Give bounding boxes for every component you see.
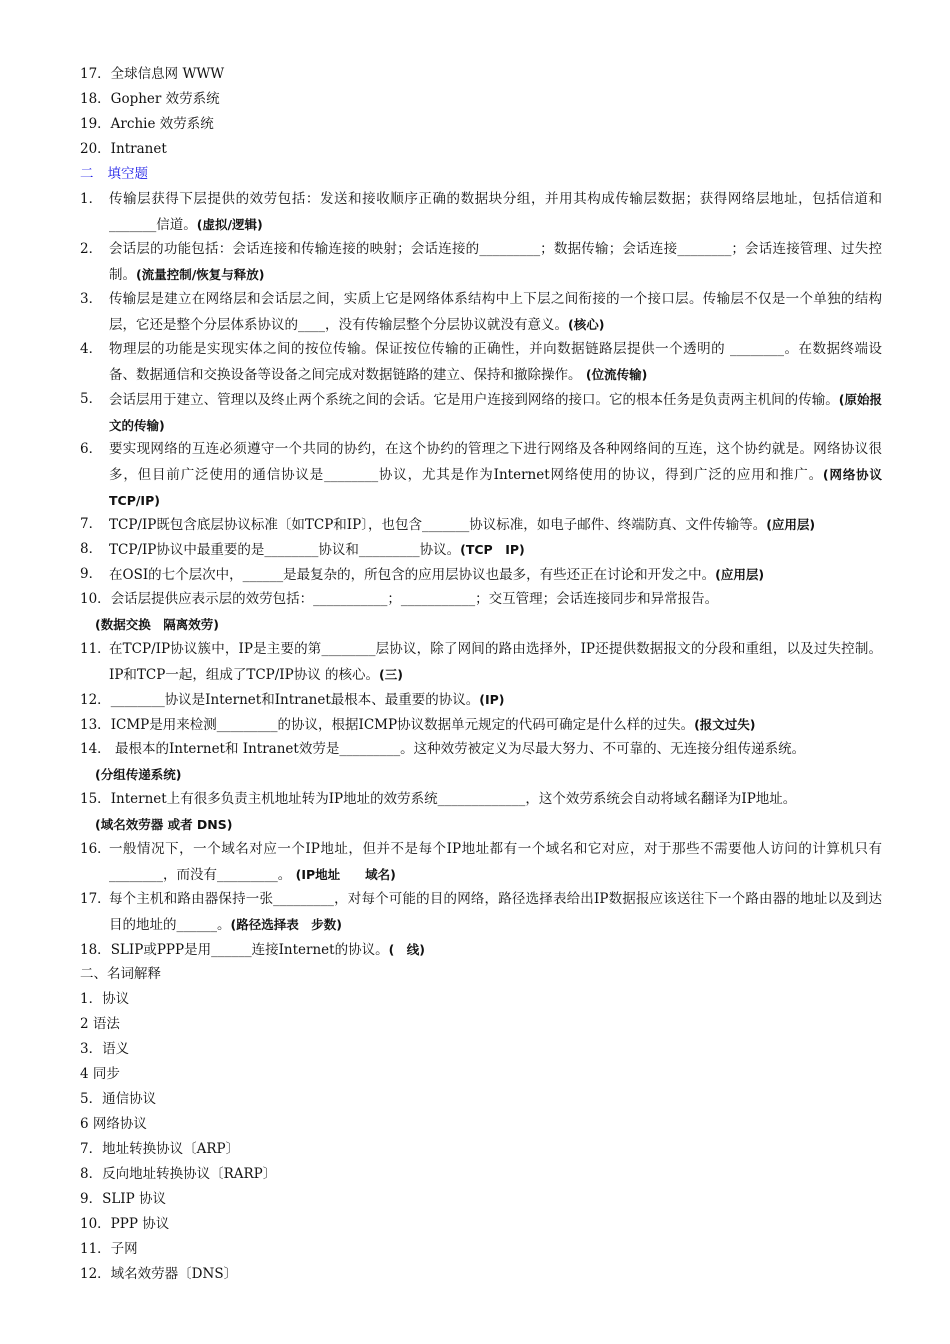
section-heading-fill-in <box>80 162 882 187</box>
term-item: 2 语法 <box>80 1016 120 1032</box>
question-number: 4． <box>80 341 103 357</box>
question-number: 12． <box>80 692 111 708</box>
answer: (IP地址 域名) <box>291 867 396 882</box>
question-number: 6． <box>80 441 103 457</box>
question-number: 1． <box>80 191 103 207</box>
term-item: 4 同步 <box>80 1066 120 1082</box>
question-18 <box>80 937 882 963</box>
list-item: 17．全球信息网 WWW <box>80 66 225 82</box>
question-9 <box>80 562 882 588</box>
question-text: TCP/IP协议中最重要的是________协议和_________协议。 <box>109 542 461 558</box>
question-number: 9． <box>80 566 103 582</box>
term-item: 3．语义 <box>80 1041 130 1057</box>
question-number: 14． <box>80 741 111 757</box>
answer: (IP) <box>479 692 505 707</box>
list-item: 19．Archie 效劳系统 <box>80 116 214 132</box>
question-14 <box>80 737 882 762</box>
question-number: 15． <box>80 791 111 807</box>
list-item: 18．Gopher 效劳系统 <box>80 91 220 107</box>
question-15 <box>80 787 882 812</box>
question-6 <box>80 437 895 514</box>
question-text: 在OSI的七个层次中，______是最复杂的，所包含的应用层协议也最多，有些还正在讨论和开发之中。 <box>109 567 716 583</box>
section-number: 二 <box>80 166 94 182</box>
question-7 <box>80 512 882 538</box>
question-text: SLIP或PPP是用______连接Internet的协议。 <box>110 942 389 958</box>
question-17 <box>80 887 882 938</box>
question-number: 8． <box>80 541 103 557</box>
question-number: 3． <box>80 291 103 307</box>
answer: (TCP IP) <box>460 542 525 557</box>
answer: (数据交换 隔离效劳) <box>95 617 219 632</box>
answer: (应用层) <box>766 517 816 532</box>
term-item: 6 网络协议 <box>80 1116 147 1132</box>
question-text: 最根本的Internet和 Intranet效劳是_________。这种效劳被定义为尽最大努力、不可靠的、无连接分组传递系统。 <box>110 741 806 757</box>
answer: (应用层) <box>715 567 765 582</box>
answer: (路径选择表 步数) <box>230 917 342 932</box>
question-number: 18． <box>80 942 111 958</box>
term-item: 11．子网 <box>80 1241 138 1257</box>
question-text: 会话层用于建立、管理以及终止两个系统之间的会话。它是用户连接到网络的接口。它的根本任务是负责两主机间的传输。 <box>109 392 839 408</box>
answer: (网络协议 TCP/IP) <box>109 467 895 508</box>
answer: (报文过失) <box>694 717 756 732</box>
term-item: 9．SLIP 协议 <box>80 1191 167 1207</box>
section-title: 填空题 <box>107 166 148 182</box>
question-text: ________协议是Internet和Intranet最根本、最重要的协议。 <box>110 692 480 708</box>
question-text: ICMP是用来检测_________的协议，根据ICMP协议数据单元规定的代码可确定是什么样的过失。 <box>110 717 695 733</box>
question-number: 11． <box>80 641 111 657</box>
question-10 <box>80 587 882 612</box>
question-text: 传输层获得下层提供的效劳包括：发送和接收顺序正确的数据块分组，并用其构成传输层数据；获得网络层地址，包括信道和_______信道。 <box>109 191 882 233</box>
question-text: 每个主机和路由器保持一张_________，对每个可能的目的网络，路径选择表给出IP数据报应该送往下一个路由器的地址以及到达目的地址的______。 <box>109 891 882 933</box>
answer: (位流传输) <box>581 367 648 382</box>
question-number: 13． <box>80 717 111 733</box>
question-number: 17． <box>80 891 111 907</box>
question-16 <box>80 837 882 888</box>
question-number: 16． <box>80 841 111 857</box>
answer: (虚拟/逻辑) <box>196 217 263 232</box>
question-1 <box>80 187 882 238</box>
question-4 <box>80 337 882 388</box>
section-heading-terms: 二、名词解释 <box>80 966 161 982</box>
answer: (分组传递系统) <box>95 767 182 782</box>
term-item: 7．地址转换协议〔ARP〕 <box>80 1141 240 1157</box>
answer: (流量控制/恢复与释放) <box>136 267 265 282</box>
question-text: 会话层提供应表示层的效劳包括：___________；___________；交互管理；会话连接同步和异常报告。 <box>110 591 719 607</box>
question-text: 物理层的功能是实现实体之间的按位传输。保证按位传输的正确性，并向数据链路层提供一个透明的 ________。在数据终端设备、数据通信和交换设备等设备之间完成对数据链路的建立、保持和撤除操作。 <box>109 341 882 383</box>
question-text: Internet上有很多负责主机地址转为IP地址的效劳系统_____________，这个效劳系统会自动将域名翻译为IP地址。 <box>110 791 797 807</box>
question-number: 10． <box>80 591 111 607</box>
term-item: 10．PPP 协议 <box>80 1216 170 1232</box>
term-item: 5．通信协议 <box>80 1091 157 1107</box>
question-number: 5． <box>80 391 103 407</box>
term-item: 12．域名效劳器〔DNS〕 <box>80 1266 238 1282</box>
answer: (三) <box>379 667 403 682</box>
answer: (核心) <box>568 317 605 332</box>
question-text: 会话层的功能包括：会话连接和传输连接的映射；会话连接的_________；数据传输；会话连接________；会话连接管理、过失控制。 <box>109 241 882 283</box>
question-11 <box>80 637 882 688</box>
question-number: 7． <box>80 516 103 532</box>
question-text: 在TCP/IP协议簇中，IP是主要的第________层协议，除了网间的路由选择外，IP还提供数据报文的分段和重组，以及过失控制。IP和TCP一起，组成了TCP/IP协议 的核心。 <box>109 641 882 683</box>
question-3 <box>80 287 882 338</box>
term-item: 8．反向地址转换协议〔RARP〕 <box>80 1166 277 1182</box>
list-item: 20．Intranet <box>80 141 167 157</box>
question-12 <box>80 687 882 713</box>
question-number: 2． <box>80 241 103 257</box>
question-text: 一般情况下，一个域名对应一个IP地址，但并不是每个IP地址都有一个域名和它对应，对于那些不需要他人访问的计算机只有________，而没有_________。 <box>109 841 882 883</box>
question-5 <box>80 387 882 439</box>
answer: (原始报文的传输) <box>109 392 883 433</box>
answer: ( 线) <box>388 942 426 957</box>
answer: (域名效劳器 或者 DNS) <box>95 817 233 832</box>
term-item: 1．协议 <box>80 991 130 1007</box>
question-text: 要实现网络的互连必须遵守一个共同的协约，在这个协约的管理之下进行网络及各种网络间的互连，这个协约就是。网络协议很多，但目前广泛使用的通信协议是________协议，尤其是作为Internet网络使用的协议，得到广泛的应用和推广。 <box>109 441 882 483</box>
question-2 <box>80 237 882 288</box>
question-8 <box>80 537 882 563</box>
question-text: TCP/IP既包含底层协议标准〔如TCP和IP〕，也包含_______协议标准，如电子邮件、终端防真、文件传输等。 <box>109 517 767 533</box>
question-13 <box>80 712 882 738</box>
question-text: 传输层是建立在网络层和会话层之间，实质上它是网络体系结构中上下层之间衔接的一个接口层。传输层不仅是一个单独的结构层，它还是整个分层体系协议的____，没有传输层整个分层协议就没有意义。 <box>109 291 882 333</box>
